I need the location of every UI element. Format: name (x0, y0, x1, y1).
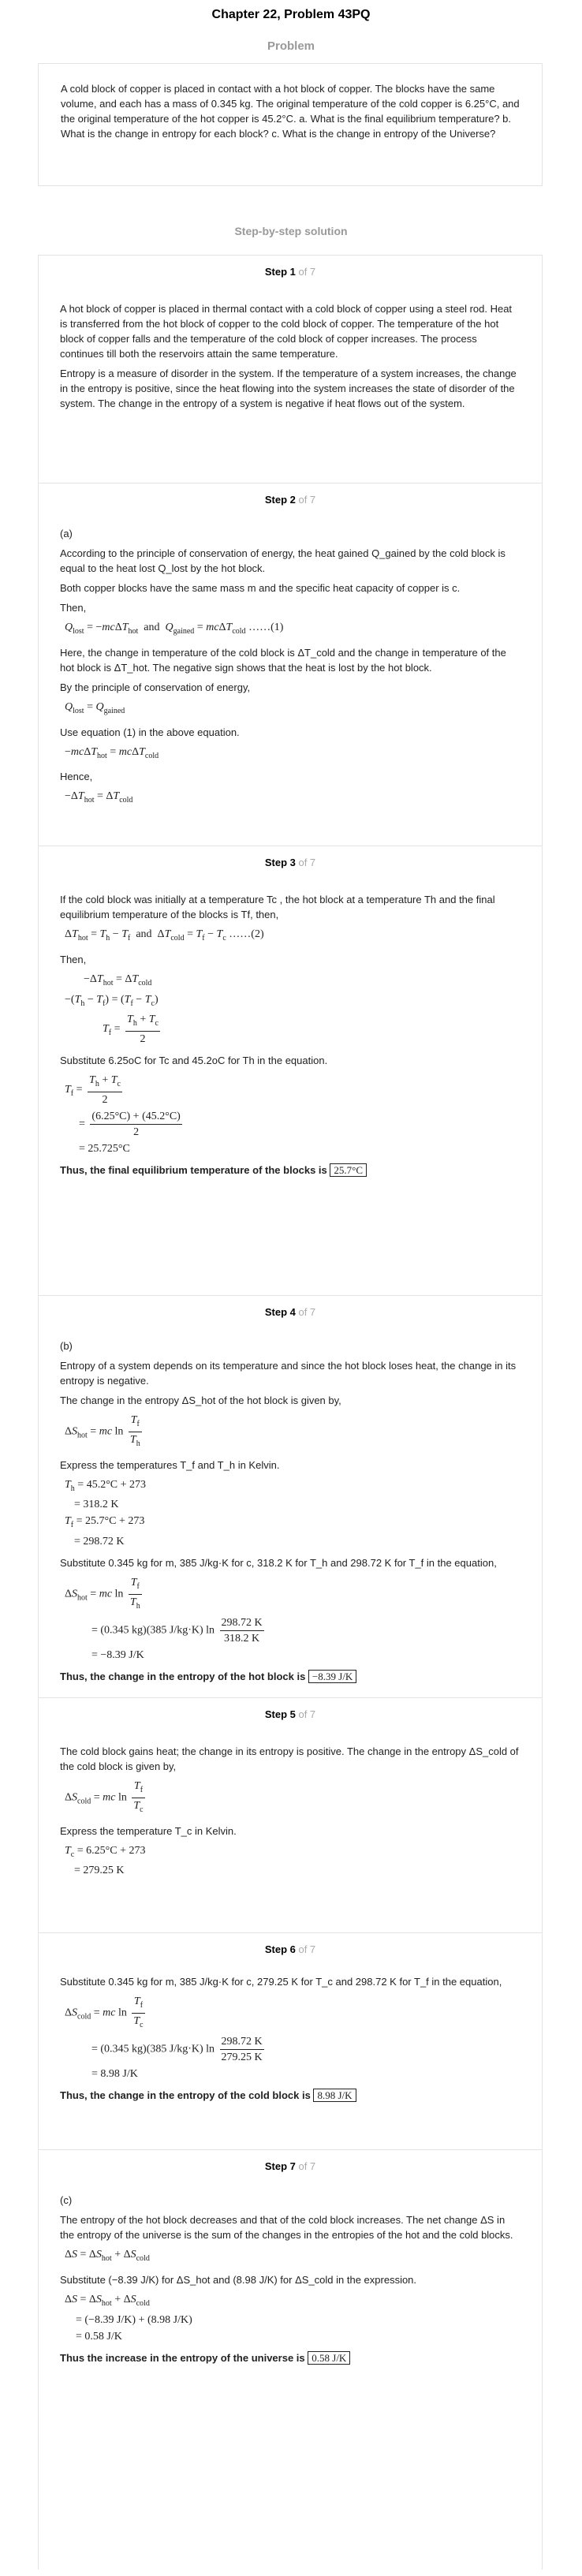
step-3-paragraph: Substitute 6.25oC for Tc and 45.2oC for Th in the equation. (60, 1055, 328, 1067)
step-3-paragraph: Then, (60, 953, 87, 965)
step-3-result: Thus, the final equilibrium temperature of the blocks is 25.7°C (60, 1163, 520, 1178)
equation-block: $\Delta S_{cold}$ = mc ln $\frac{T_f}{T_c}$ = (0.345 kg)(385 J/kg·K) ln $\frac{298.72 K}{279.25 K}$ = 8.98 J/K (65, 1995, 263, 2080)
equation: $\Delta S_{hot}$ = mc ln $\frac{T_f}{T_h}$ (65, 1414, 140, 1448)
step-3-paragraph: If the cold block was initially at a temperature Tc , the hot block at a temperature Th and the final equilibrium temperature of the blocks is Tf, then, (60, 894, 495, 920)
step-2-paragraph: Both copper blocks have the same mass m and the specific heat capacity of copper is c. (60, 582, 461, 594)
step-6-label: Step 6 of 7 (264, 1943, 316, 1955)
step-4 (38, 1295, 543, 1697)
page-title: Chapter 22, Problem 43PQ (211, 8, 371, 21)
problem-text: A cold block of copper is placed in contact with a hot block of copper. The blocks have the same volume, and each has a mass of 0.345 kg. The original temperature of the cold copper is 6.25°C, and the original temperature of the hot copper is 45.2°C. a. What is the final equilibrium temperature? b. What is the change in entropy for each block? c. What is the change in entropy of the Universe? (61, 83, 520, 140)
step-3-label: Step 3 of 7 (264, 857, 316, 868)
step-6 (38, 1932, 543, 2149)
step-2-paragraph: Use equation (1) in the above equation. (60, 726, 240, 738)
step-1-paragraph: A hot block of copper is placed in thermal contact with a cold block of copper using a steel rod. Heat is transferred from the hot block of copper to the cold block of copper. The temperature of the hot block of copper falls and the temperature of the cold block of copper increases. The process continues till both the reservoirs attain the same temperature. (60, 303, 513, 360)
answer-box: 8.98 J/K (313, 2089, 356, 2102)
step-6-result: Thus, the change in the entropy of the cold block is 8.98 J/K (60, 2088, 520, 2103)
equation: $\Delta S = \Delta S_{hot} + \Delta S_{cold}$ (65, 2249, 150, 2263)
equation: −mcΔT$_{hot}$ = mcΔT$_{cold}$ (65, 745, 159, 760)
answer-box: −8.39 J/K (308, 1670, 356, 1683)
step-4-paragraph: Express the temperatures T_f and T_h in Kelvin. (60, 1458, 280, 1471)
step-7-result: Thus the increase in the entropy of the universe is 0.58 J/K (60, 2350, 520, 2365)
step-2-paragraph: According to the principle of conservation of energy, the heat gained Q_gained by the cold block is equal to the heat lost Q_lost by the hot block. (60, 547, 506, 574)
step-5-label: Step 5 of 7 (264, 1708, 316, 1720)
step-5-paragraph: The cold block gains heat; the change in its entropy is positive. The change in the entropy ΔS_cold of the cold block is given by, (60, 1745, 519, 1772)
step-4-label: Step 4 of 7 (264, 1306, 316, 1318)
step-2-paragraph: Here, the change in temperature of the cold block is ΔT_cold and the change in temperature of the hot block is ΔT_hot. The negative sign shows that the heat is lost by the hot block. (60, 646, 506, 674)
step-2-label: Step 2 of 7 (264, 494, 316, 506)
step-4-result: Thus, the change in the entropy of the hot block is −8.39 J/K (60, 1669, 520, 1684)
equation: $Q_{lost} = Q_{gained}$ (65, 700, 125, 715)
equation: $-\Delta T_{hot} = \Delta T_{cold}$ (65, 790, 133, 805)
step-2-paragraph: Then, (60, 602, 87, 614)
equation: $\Delta T_{hot} = T_h - T_f$ and $\Delta T_{cold} = T_f - T_c$ ……(2) (65, 928, 264, 943)
step-2-paragraph: Hence, (60, 771, 93, 783)
step-5-paragraph: Express the temperature T_c in Kelvin. (60, 1824, 237, 1837)
step-7-paragraph: The entropy of the hot block decreases and that of the cold block increases. The net change ΔS in the entropy of the universe is the sum of the changes in the entropies of the hot and the cold blocks. (60, 2214, 513, 2241)
part-label: (c) (60, 2194, 73, 2206)
problem-heading: Problem (267, 39, 315, 53)
answer-box: 25.7°C (330, 1163, 367, 1177)
part-label: (b) (60, 1340, 73, 1352)
step-1-label: Step 1 of 7 (264, 266, 316, 278)
step-4-paragraph: The change in the entropy ΔS_hot of the hot block is given by, (60, 1394, 341, 1406)
answer-box: 0.58 J/K (308, 2351, 350, 2365)
step-6-paragraph: Substitute 0.345 kg for m, 385 J/kg·K for c, 279.25 K for T_c and 298.72 K for T_f in the equation, (60, 1976, 502, 1988)
part-label: (a) (60, 528, 73, 539)
step-3 (38, 846, 543, 1295)
equation-block: $T_h = 45.2^\circ C + 273$ = 318.2 K $T_f = 25.7^\circ C + 273$ = 298.72 K (65, 1478, 147, 1548)
equation: $\Delta S_{cold}$ = mc ln $\frac{T_f}{T_c}$ (65, 1780, 144, 1814)
equation-block: $T_c = 6.25^\circ C + 273$ = 279.25 K (65, 1844, 146, 1877)
step-4-paragraph: Substitute 0.345 kg for m, 385 J/kg·K for c, 318.2 K for T_h and 298.72 K for T_f in the equation, (60, 1557, 497, 1570)
equation-block: $\Delta S = \Delta S_{hot} + \Delta S_{cold}$ = (−8.39 J/K) + (8.98 J/K) = 0.58 J/K (65, 2293, 192, 2343)
step-2-paragraph: By the principle of conservation of energy, (60, 681, 251, 693)
equation-block: $-\Delta T_{hot} = \Delta T_{cold}$ $-(T_h - T_f) = (T_f - T_c)$ $T_f$ = $\frac{T_h + T_c}{2}$ (65, 973, 159, 1046)
step-5 (38, 1697, 543, 1932)
step-1-paragraph: Entropy is a measure of disorder in the system. If the temperature of a system increases, the change in the entropy is positive, since the heat flowing into the system increases the state of disorder of the system. The change in the entropy of a system is negative if heat flows out of the system. (60, 368, 517, 409)
step-7-label: Step 7 of 7 (264, 2160, 316, 2172)
step-1 (38, 255, 543, 483)
step-4-paragraph: Entropy of a system depends on its temperature and since the hot block loses heat, the change in its entropy is negative. (60, 1360, 517, 1387)
problem-card (38, 63, 543, 186)
solution-heading: Step-by-step solution (234, 225, 348, 237)
equation-block: $\Delta S_{hot}$ = mc ln $\frac{T_f}{T_h}$ = (0.345 kg)(385 J/kg·K) ln $\frac{298.72 K}{318.2 K}$ = −8.39 J/K (65, 1577, 263, 1661)
step-7 (38, 2149, 543, 2570)
equation: $Q_{lost} = -mc\Delta T_{hot}$ and $Q_{gained} = mc\Delta T_{cold}$ ……(1) (65, 622, 284, 636)
step-2 (38, 483, 543, 846)
equation-block: $T_f$ = $\frac{T_h + T_c}{2}$ = $\frac{(6.25^\circ C) + (45.2^\circ C)}{2}$ = 25.725°C (65, 1074, 181, 1155)
step-7-paragraph: Substitute (−8.39 J/K) for ΔS_hot and (8.98 J/K) for ΔS_cold in the expression. (60, 2273, 417, 2286)
